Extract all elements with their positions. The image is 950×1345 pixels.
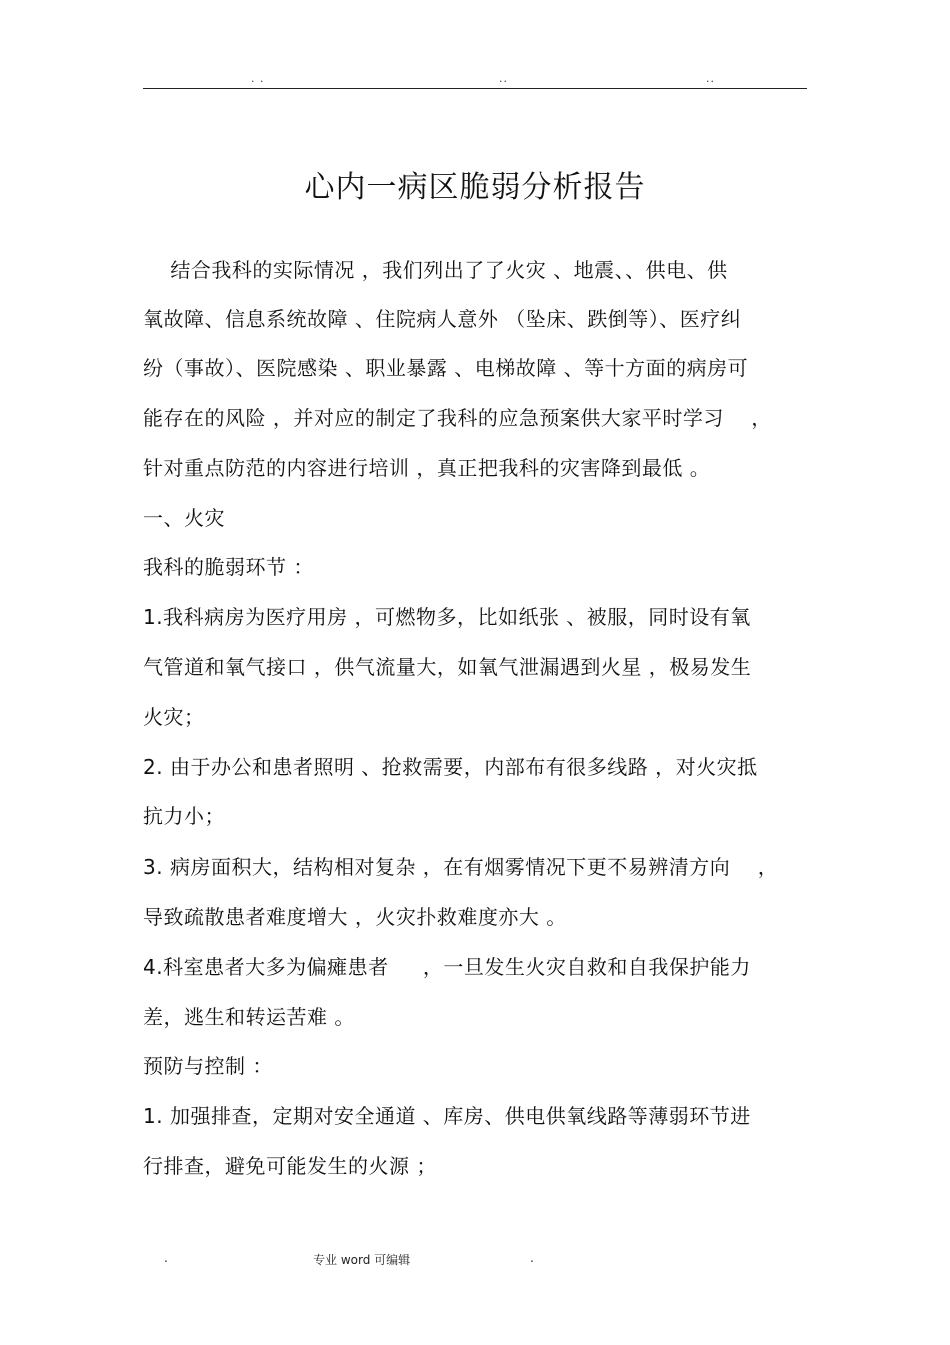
body-line: 4.科室患者大多为偏瘫患者 ，一旦发生火灾自救和自我保护能力 [143,955,751,979]
header-dot-right: .. [706,72,715,85]
body-line: 差，逃生和转运苦难 。 [143,1005,355,1029]
body-line: 行排查，避免可能发生的火源 ； [143,1154,437,1178]
header-dot-center: .. [499,72,508,85]
footer-dot-right: . [530,1251,534,1265]
body-line: 火灾； [143,705,205,729]
body-line: 1.我科病房为医疗用房 ，可燃物多，比如纸张 、被服，同时设有氧 [143,605,751,629]
body-line: 能存在的风险 ，并对应的制定了我科的应急预案供大家平时学习 ， [143,406,772,430]
body-line: 抗力小； [143,804,225,828]
header-rule [143,88,807,89]
body-line: 针对重点防范的内容进行培训 ，真正把我科的灾害降到最低 。 [143,456,711,480]
body-line: 气管道和氧气接口 ，供气流量大，如氧气泄漏遇到火星 ，极易发生 [143,655,752,679]
body-line: 氧故障、信息系统故障 、住院病人意外 （坠床、跌倒等）、医疗纠 [143,307,742,331]
document-title: 心内一病区脆弱分析报告 [304,170,646,206]
body-line: 3. 病房面积大，结构相对复杂 ，在有烟雾情况下更不易辨清方向 ， [143,855,779,879]
header-dot-left: . . [251,72,265,85]
body-line: 纷（事故）、医院感染 、职业暴露 、电梯故障 、等十方面的病房可 [143,356,749,380]
subheading-prevention: 预防与控制 ： [143,1054,273,1078]
body-line: 结合我科的实际情况 ，我们列出了了火灾 、地震、、供电、供 [143,258,728,282]
footer-dot-left: . [164,1251,168,1265]
section-heading-fire: 一、火灾 [143,506,225,530]
body-line: 2. 由于办公和患者照明 、抢救需要，内部布有很多线路 ，对火灾抵 [143,755,758,779]
footer-text: 专业 word 可编辑 [313,1253,411,1267]
body-line: 导致疏散患者难度增大 ，火灾扑救难度亦大 。 [143,905,567,929]
subheading-weak-links: 我科的脆弱环节 ： [143,555,314,579]
body-line: 1. 加强排查，定期对安全通道 、库房、供电供氧线路等薄弱环节进 [143,1104,751,1128]
